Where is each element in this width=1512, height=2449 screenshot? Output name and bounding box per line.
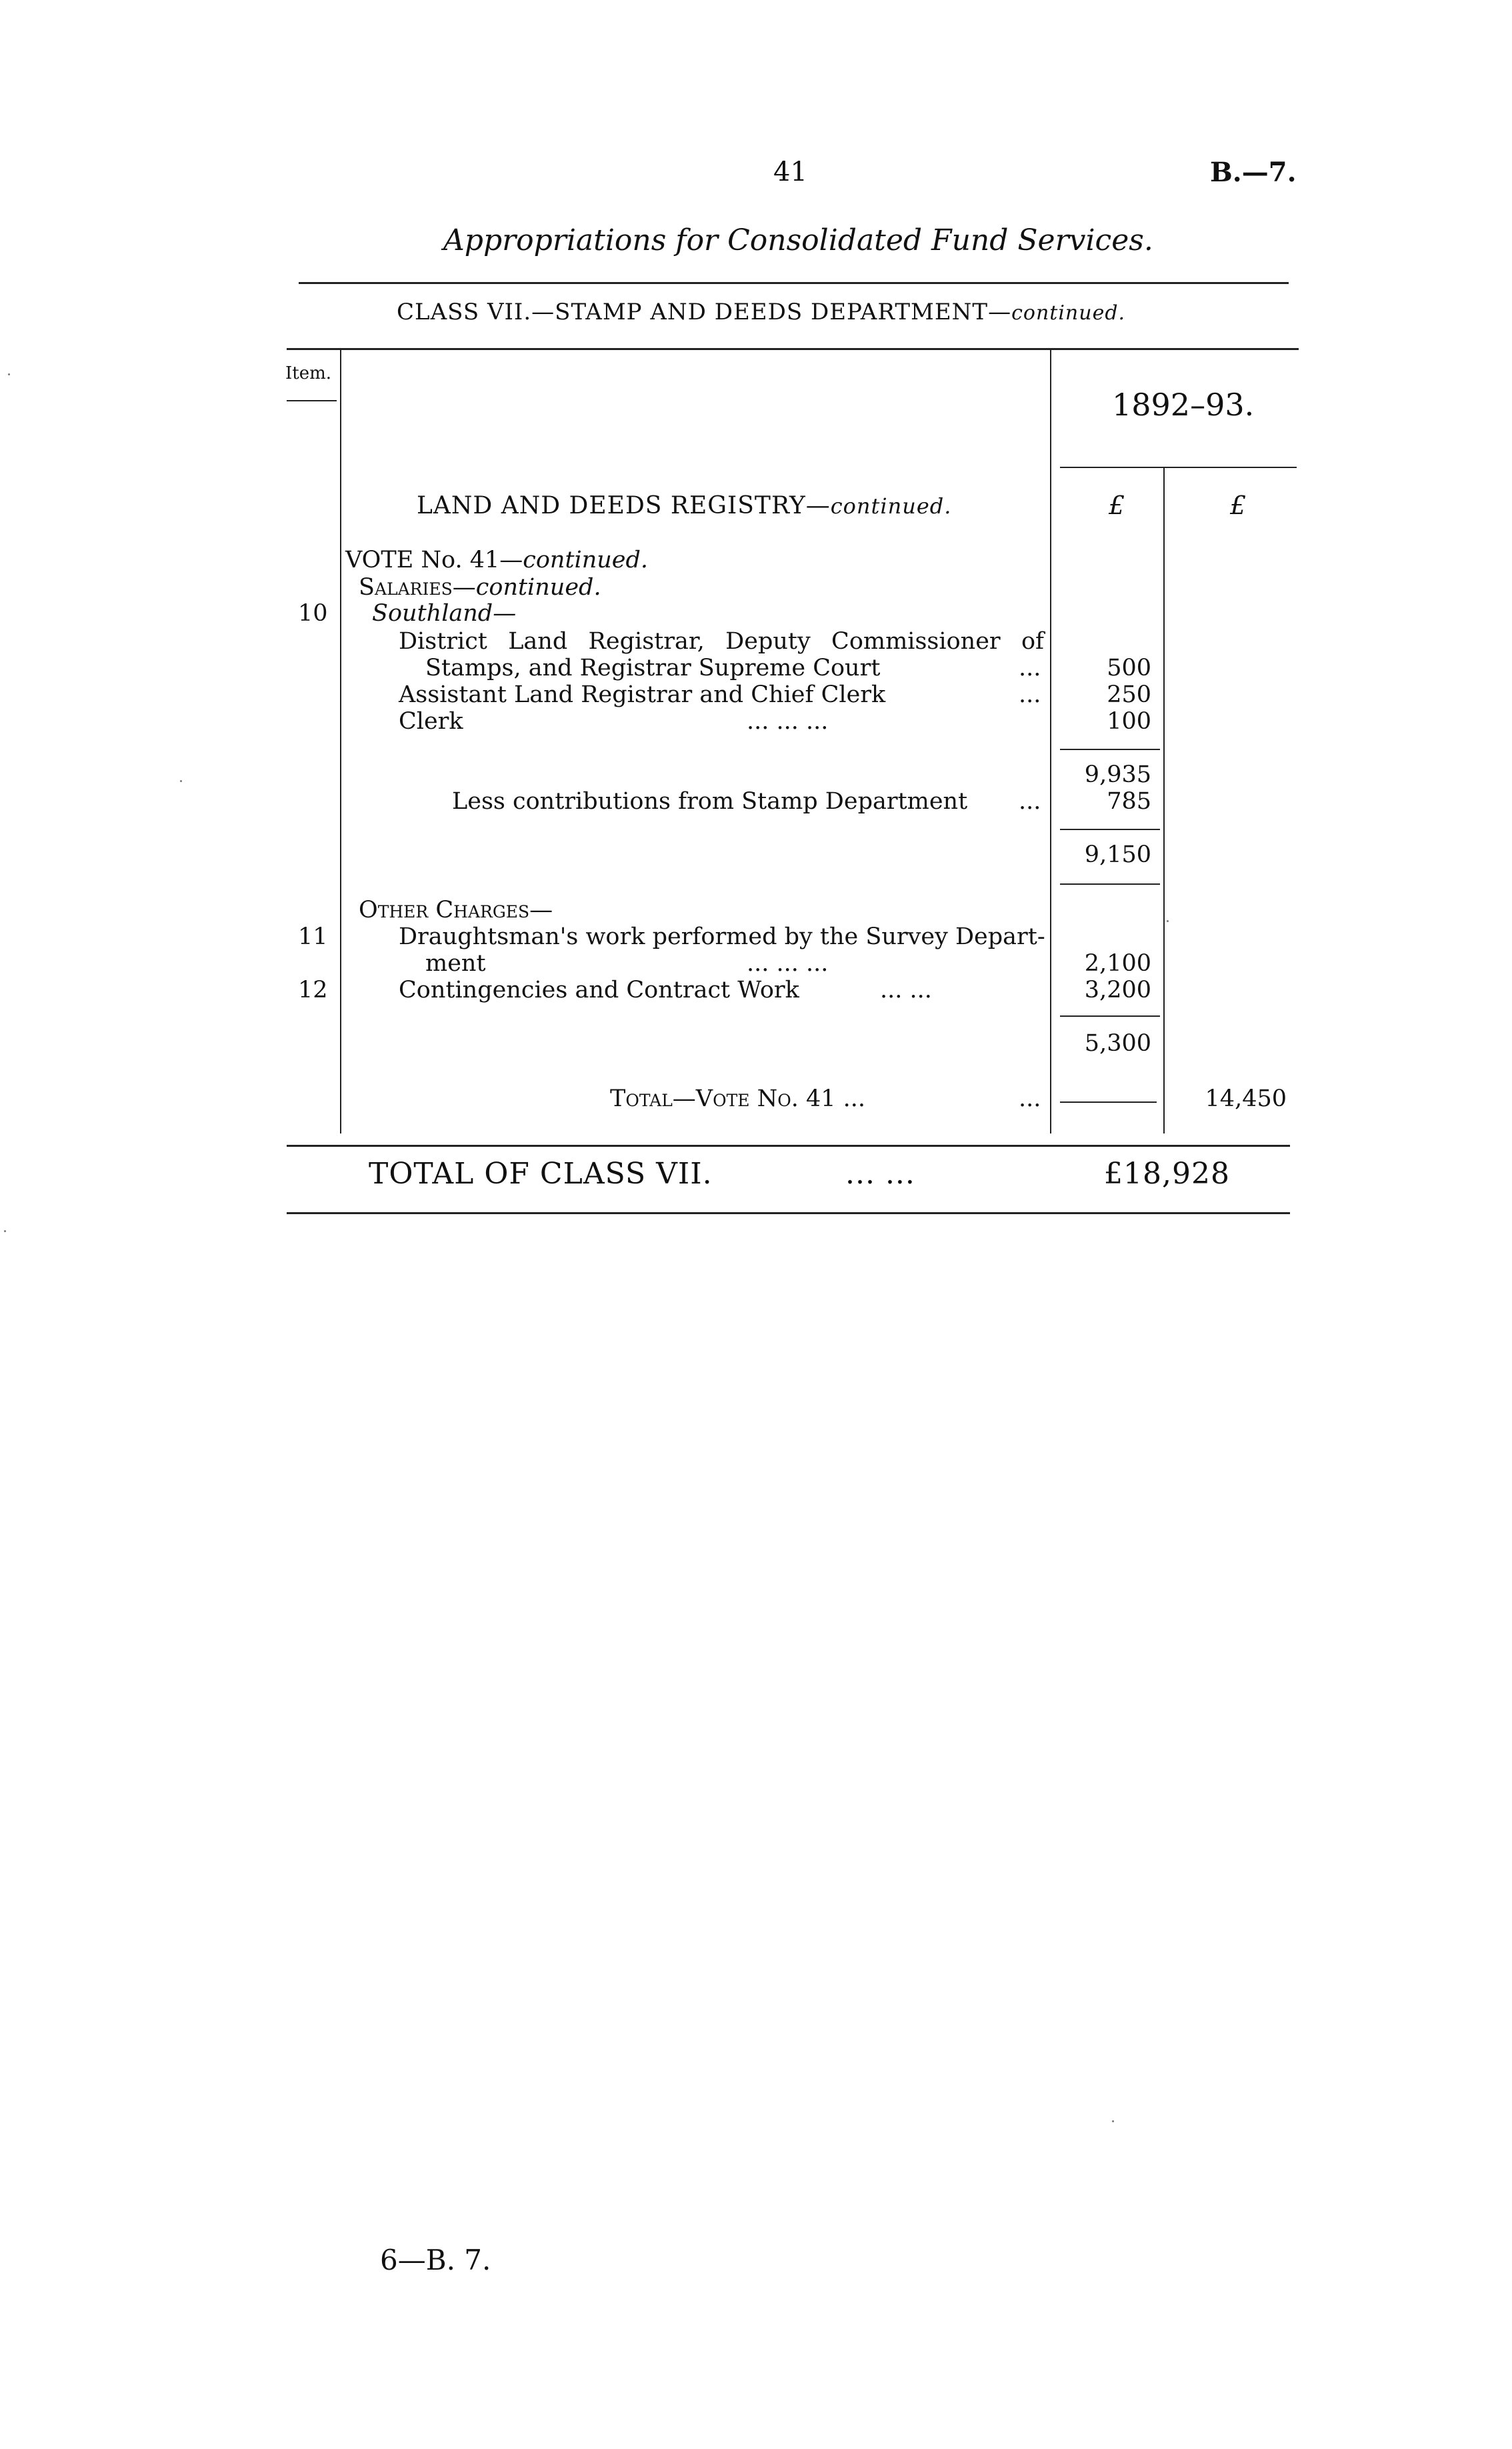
- class-total-amount: £18,928: [1104, 1157, 1230, 1191]
- class-total-label: TOTAL OF CLASS VII.: [369, 1157, 713, 1191]
- class-total-top-rule: [287, 1145, 1290, 1147]
- subtotal-rule: [1060, 749, 1160, 750]
- vote-heading: [345, 547, 648, 573]
- vote-total-label: [610, 1085, 865, 1112]
- row-label-line2: Stamps, and Registrar Supreme Court: [425, 655, 881, 681]
- row-amount: 100: [1107, 708, 1151, 735]
- item-number: 10: [298, 600, 328, 627]
- row-label: Assistant Land Registrar and Chief Clerk: [399, 681, 886, 708]
- class-total-bottom-rule: [287, 1212, 1290, 1214]
- row-dots: ...: [1019, 655, 1041, 681]
- vote-heading-cont: continued.: [523, 547, 649, 573]
- item-number: 11: [298, 923, 328, 950]
- other-charges-total: 5,300: [1084, 1030, 1151, 1057]
- item-header-underline: [287, 400, 337, 401]
- other-charges-heading: Other Charges—: [359, 897, 553, 923]
- row-amount: 3,200: [1084, 977, 1151, 1003]
- row-label-line1: District Land Registrar, Deputy Commissioner of: [399, 628, 1044, 655]
- class-heading: [397, 299, 1125, 325]
- item-column-line: [340, 350, 341, 1133]
- total-column-line: [1163, 467, 1165, 1133]
- net-rule: [1060, 829, 1160, 830]
- vote-total-dash: [1060, 1101, 1157, 1103]
- section-heading: [417, 492, 951, 519]
- salaries-heading: [359, 574, 601, 601]
- header-rule: [299, 282, 1289, 284]
- row-dots: ... ... ...: [747, 708, 829, 735]
- net-underline: [1060, 883, 1160, 885]
- net-salaries-amount: 9,150: [1084, 841, 1151, 868]
- row-amount: 250: [1107, 681, 1151, 708]
- less-contributions-label: Less contributions from Stamp Department: [452, 788, 968, 815]
- row-dots: ... ... ...: [747, 950, 829, 977]
- section-heading-cont: continued.: [830, 493, 952, 519]
- row-label-line1: Draughtsman's work performed by the Survey Depart-: [399, 923, 1045, 950]
- class-heading-main: CLASS VII.—STAMP AND DEEDS DEPARTMENT—: [397, 299, 1012, 325]
- pound-symbol-col2: £: [1230, 491, 1247, 520]
- row-dots: ...: [1019, 681, 1041, 708]
- paper-speck: [1112, 2120, 1114, 2122]
- item-number: 12: [298, 977, 328, 1003]
- paper-speck: [8, 373, 10, 375]
- vote-heading-main: VOTE No. 41—: [345, 547, 523, 573]
- class-total-dots: ... ...: [845, 1157, 915, 1191]
- other-subtotal-rule: [1060, 1015, 1160, 1017]
- less-dots: ...: [1019, 788, 1041, 815]
- row-label: Clerk: [399, 708, 463, 735]
- row-label: Contingencies and Contract Work: [399, 977, 799, 1003]
- vote-total-text: Total—Vote No. 41 ...: [610, 1085, 866, 1112]
- amount-column-line: [1050, 350, 1051, 1133]
- subtotal-amount: 9,935: [1084, 761, 1151, 788]
- vote-total-amount: 14,450: [1205, 1085, 1287, 1112]
- row-amount: 500: [1107, 655, 1151, 681]
- class-heading-cont: continued.: [1011, 301, 1126, 325]
- paper-speck: [180, 780, 182, 782]
- item-column-header: Item.: [285, 363, 332, 383]
- year-underline: [1060, 467, 1297, 468]
- page-title: Appropriations for Consolidated Fund Services.: [443, 223, 1153, 257]
- year-header: 1892–93.: [1112, 387, 1255, 423]
- less-amount: 785: [1107, 788, 1151, 815]
- row-amount: 2,100: [1084, 950, 1151, 977]
- salaries-heading-cont: continued.: [475, 574, 601, 601]
- vote-total-dots: ...: [1019, 1085, 1041, 1112]
- footer-signature: 6—B. 7.: [380, 2244, 491, 2276]
- paper-speck: [4, 1230, 6, 1232]
- table-top-rule: [287, 348, 1299, 350]
- pound-symbol-col1: £: [1109, 491, 1125, 520]
- region-heading: Southland—: [372, 600, 517, 627]
- row-dots: ... ...: [880, 977, 932, 1003]
- document-code: B.—7.: [1210, 157, 1297, 188]
- section-heading-main: LAND AND DEEDS REGISTRY—: [417, 492, 831, 519]
- page-number: 41: [773, 157, 807, 187]
- paper-speck: [1167, 920, 1169, 922]
- salaries-heading-main: Salaries—: [359, 574, 476, 601]
- row-label-line2: ment: [425, 950, 486, 977]
